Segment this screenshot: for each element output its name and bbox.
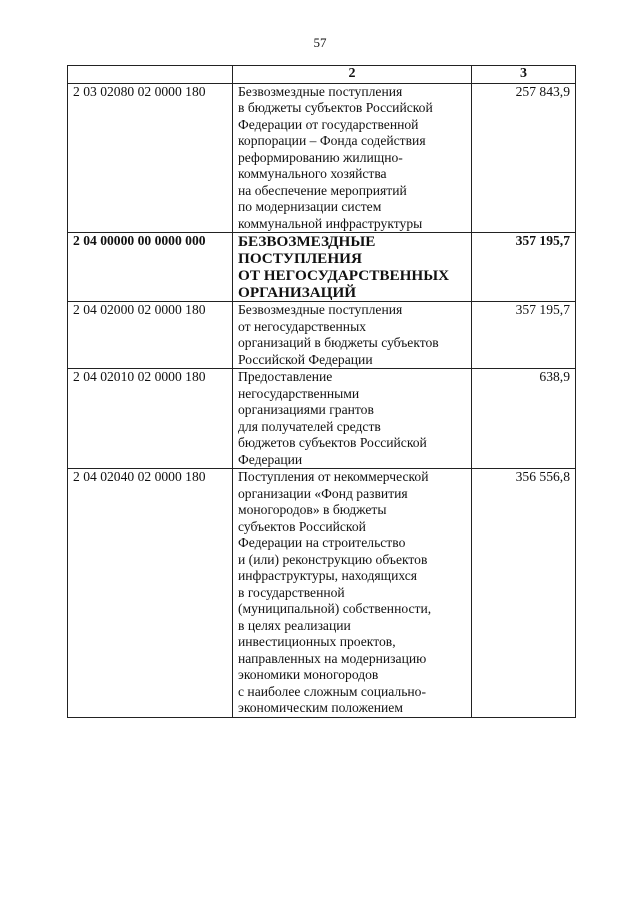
revenue-description-line: БЕЗВОЗМЕЗДНЫЕ	[238, 233, 376, 250]
revenue-description-line: ОТ НЕГОСУДАРСТВЕННЫХ	[238, 267, 450, 284]
revenue-description-line: коммунальной инфраструктуры	[238, 215, 423, 231]
revenue-description-line: субъектов Российской	[238, 518, 366, 534]
revenue-description-line: Федерации	[238, 451, 303, 467]
revenue-description-line: в целях реализации	[238, 617, 351, 633]
table-row	[68, 369, 576, 469]
budget-classification-code: 2 04 00000 00 0000 000	[68, 233, 233, 302]
revenue-description-line: Федерации на строительство	[238, 535, 406, 550]
revenue-description-line: в бюджеты субъектов Российской	[238, 100, 433, 115]
revenue-description-line: (муниципальной) собственности,	[238, 601, 432, 616]
column-header-code	[68, 66, 233, 84]
table-row	[68, 469, 576, 718]
revenue-description-line: для получателей средств	[238, 418, 381, 434]
page-number: 57	[313, 35, 327, 50]
budget-classification-code: 2 03 02080 02 0000 180	[68, 83, 233, 233]
revenue-description-line: Российской Федерации	[238, 351, 373, 367]
revenue-description-line: от негосударственных	[238, 318, 367, 334]
table-body	[68, 83, 576, 717]
revenue-description-line: организациями грантов	[238, 402, 374, 417]
revenue-description-line: Предоставление	[238, 369, 333, 384]
revenue-description-line: Безвозмездные поступления	[238, 302, 403, 317]
column-header-amount: 3	[472, 66, 576, 84]
revenue-amount: 357 195,7	[472, 302, 576, 369]
revenue-description-line: Безвозмездные поступления	[238, 83, 403, 99]
revenue-description-line: корпорации – Фонда содействия	[238, 133, 426, 148]
revenue-description-line: инфраструктуры, находящихся	[238, 568, 418, 583]
table-header-row	[68, 66, 576, 84]
revenue-description-line: экономическим положением	[238, 700, 403, 715]
revenue-description-line: инвестиционных проектов,	[238, 634, 396, 649]
revenue-description-line: и (или) реконструкцию объектов	[238, 551, 428, 567]
revenue-description-line: ПОСТУПЛЕНИЯ	[238, 250, 362, 267]
revenue-description	[233, 233, 472, 302]
revenue-description	[233, 469, 472, 718]
revenue-description-line: моногородов» в бюджеты	[238, 502, 387, 517]
revenue-description-line: Федерации от государственной	[238, 116, 419, 132]
column-header-name: 2	[233, 66, 472, 84]
revenue-description-line: организации «Фонд развития	[238, 485, 408, 501]
revenue-description	[233, 83, 472, 233]
table-row	[68, 233, 576, 302]
revenue-description-line: направленных на модернизацию	[238, 650, 427, 666]
budget-classification-code: 2 04 02040 02 0000 180	[68, 469, 233, 718]
revenue-description-line: с наиболее сложным социально-	[238, 683, 426, 699]
revenue-amount: 356 556,8	[472, 469, 576, 718]
revenue-description-line: в государственной	[238, 584, 345, 600]
revenue-description-line: организаций в бюджеты субъектов	[238, 335, 439, 350]
revenue-description-line: бюджетов субъектов Российской	[238, 435, 427, 450]
budget-revenue-table	[67, 65, 576, 718]
revenue-amount: 257 843,9	[472, 83, 576, 233]
revenue-description	[233, 302, 472, 369]
revenue-amount: 638,9	[472, 369, 576, 469]
revenue-description-line: ОРГАНИЗАЦИЙ	[238, 284, 357, 301]
budget-classification-code: 2 04 02000 02 0000 180	[68, 302, 233, 369]
revenue-amount: 357 195,7	[472, 233, 576, 302]
budget-classification-code: 2 04 02010 02 0000 180	[68, 369, 233, 469]
revenue-description-line: коммунального хозяйства	[238, 166, 387, 181]
table-row	[68, 302, 576, 369]
revenue-description-line: экономики моногородов	[238, 667, 379, 682]
revenue-description-line: по модернизации систем	[238, 199, 382, 214]
table-row	[68, 83, 576, 233]
revenue-description-line: на обеспечение мероприятий	[238, 182, 407, 198]
revenue-description-line: реформированию жилищно-	[238, 149, 403, 165]
revenue-description-line: негосударственными	[238, 385, 360, 401]
revenue-description-line: Поступления от некоммерческой	[238, 469, 429, 484]
revenue-description	[233, 369, 472, 469]
